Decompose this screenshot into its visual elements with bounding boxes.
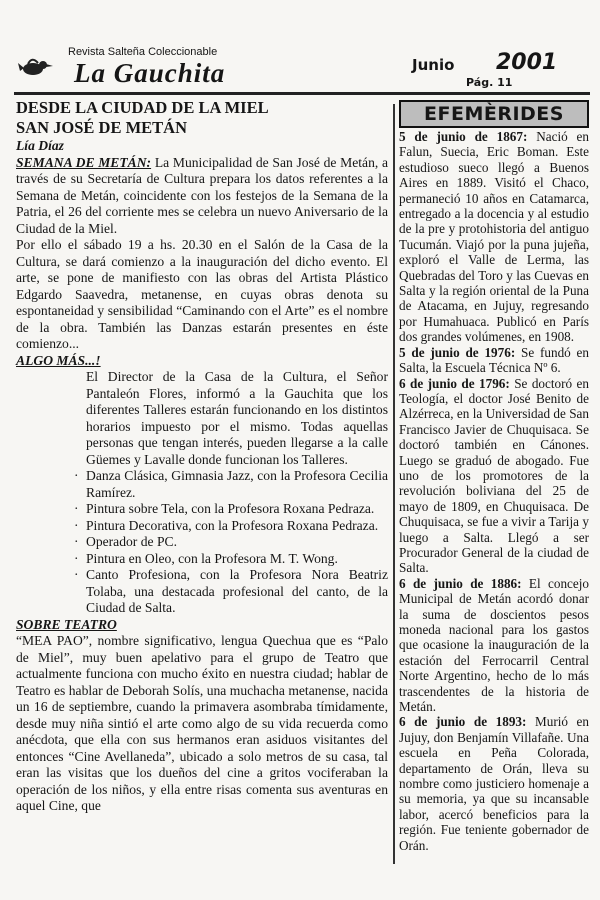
efemeride-entry: 6 de junio de 1886: El concejo Municipal de Metán acordó donar la suma de doscientos pesos moneda nacional para los gastos que ocasione la inauguración de la estación del Ferrocarril Central Norte Argentino, hecho de lo más trascendentes de la historia de Metán. — [399, 575, 589, 715]
section-algo-mas-heading: ALGO MÁS...! — [16, 352, 101, 368]
column-divider — [393, 104, 395, 864]
efemerides-title: EFEMÈRIDES — [399, 100, 589, 128]
efemeride-entry: 5 de junio de 1976: Se fundó en Salta, la Escuela Técnica Nº 6. — [399, 344, 589, 376]
main-article — [16, 98, 388, 815]
workshop-item: · Operador de PC. — [86, 534, 388, 551]
magazine-title: La Gauchita — [74, 58, 226, 88]
section-heading-semana: SEMANA DE METÁN: — [16, 154, 152, 170]
issue-month: Junio — [412, 56, 455, 74]
efemeride-entry: 6 de junio de 1893: Murió en Jujuy, don Benjamín Villafañe. Una escuela en Peña Colorada, departamento de Orán, lleva su nombre como justiciero homenaje a su memoria, ya que su incansable labor, acercó beneficios para la región. Fue teniente gobernador de Orán. — [399, 714, 590, 853]
workshop-item: · Pintura Decorativa, con la Profesora Roxana Pedraza. — [86, 518, 388, 535]
workshop-item: · Danza Clásica, Gimnasia Jazz, con la Profesora Cecilia Ramírez. — [86, 468, 388, 501]
workshop-item: · Pintura en Oleo, con la Profesora M. T. Wong. — [86, 551, 388, 568]
section-teatro-heading: SOBRE TEATRO — [16, 616, 117, 632]
section-teatro-text: “MEA PAO”, nombre significativo, lengua Quechua que es “Palo de Miel”, muy buen apelativo para el grupo de Teatro que actualmente funciona con mucho éxito en nuestra ciudad; hablar de Teatro es hablar de Deborah Solís, una muchacha metanense, nacida un 16 de septiembre, cuando la primavera asombraba tímidamente, desde muy niña sintió el arte como algo de su vida recuerda como anécdota, que ella con sus hermanos eran asiduos visitantes del entonces “Cine Avellaneda”, ubicado a solo metros de su casa, tal eran las visitas que los dueños del cine a gritos vociferaban la operación de los niños, y ella entre risas comenta sus aventuras en aquel Cine, que — [16, 633, 388, 813]
section-algo-mas-text: El Director de la Casa de la Cultura, el Señor Pantaleón Flores, informó a la Gauchita que los diferentes Talleres estarán funcionando en los distintos horarios impuesto por el mismo. Todas aquellas personas que tengan interés, pueden llegarse a la calle Güemes y Lavalle donde funcionan los Talleres. — [86, 369, 388, 467]
bird-logo-icon — [18, 56, 54, 80]
masthead — [14, 44, 586, 92]
workshop-item: · Pintura sobre Tela, con la Profesora Roxana Pedraza. — [86, 501, 388, 518]
workshop-item: · Canto Profesiona, con la Profesora Nora Beatriz Tolaba, una destacada profesional del canto, de la Ciudad de Salta. — [86, 567, 388, 617]
article-author: Lía Díaz — [16, 138, 64, 153]
efemeride-entry: 5 de junio de 1867: Nació en Falun, Suecia, Eric Boman. Este estudioso sueco llegó a Buenos Aires en 1889. Visitó el Chaco, permaneció 10 años en Catamarca, entregado a la docencia y al estudio de la pre y protohistoria del antiguo Tucumán. Viajó por la puna jujeña, exploró el Valle de Lerma, las Quebradas del Toro y las Cuevas en Salta y la región oriental de la Puna de Atacama, en Jujuy, regresando por Humahuaca. Publicó en París dos grandes volúmenes, en 1908. — [399, 129, 590, 345]
workshop-list — [16, 468, 388, 617]
efemerides-column — [399, 100, 589, 853]
section-semana-metan — [16, 155, 388, 238]
magazine-subtitle: Revista Salteña Coleccionable — [68, 46, 218, 58]
header-rule — [14, 92, 590, 95]
section-semana-text-2: Por ello el sábado 19 a hs. 20.30 en el Salón de la Casa de la Cultura, se dará comienzo a la inauguración del dicho evento. El arte, se pone de manifiesto con las obras del Artista Plástico Edgardo Saavedra, metanense, en cuyas obras denota su espontaneidad y sensibilidad “Caminando con el Arte” es el nombre de la obra. También las Danzas estarán presentes en éste comienzo... — [16, 237, 388, 351]
article-title-line1: DESDE LA CIUDAD DE LA MIEL — [16, 98, 269, 117]
section-semana-text: La Municipalidad de San José de Metán, a través de su Secretaría de Cultura prepara los datos referentes a la Semana de Metán, coincidente con los festejos de la Semana de la Patria, el 26 del corriente mes se celebra un nuevo Aniversario de la Ciudad de la Miel. — [16, 154, 389, 236]
efemeride-entry: 6 de junio de 1796: Se doctoró en Teología, el doctor José Benito de Alzérreca, en la Universidad de San Francisco Javier de Chuquisaca. Se doctoró también en Cánones. Luego se graduó de abogado. Fue uno de los promotores de la revolución boliviana del 25 de mayo de 1809, en Chuquisaca. De Chuquisaca, se fue a vivir a Tarija y luego a Salta. Llegó a ser Procurador General de la ciudad de Salta. — [399, 375, 589, 576]
article-title-line2: SAN JOSÉ DE METÁN — [16, 118, 187, 137]
issue-year: 2001 — [496, 50, 558, 75]
page-number: Pág. 11 — [466, 76, 513, 89]
